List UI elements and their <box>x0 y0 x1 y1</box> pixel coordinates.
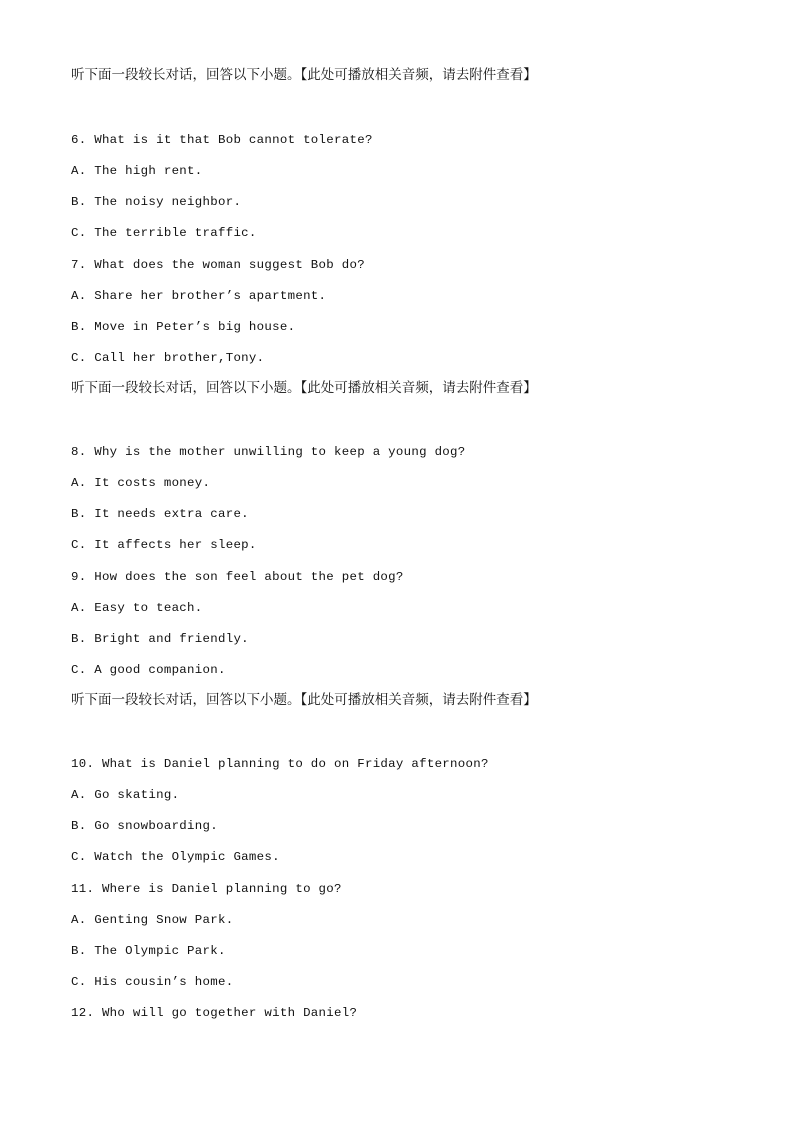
question-8-stem: 8. Why is the mother unwilling to keep a young dog? <box>71 445 466 459</box>
question-11-option-a: A. Genting Snow Park. <box>71 913 234 927</box>
question-8-option-b: B. It needs extra care. <box>71 507 249 521</box>
question-8-option-c: C. It affects her sleep. <box>71 538 257 552</box>
question-9-option-c: C. A good companion. <box>71 663 226 677</box>
question-9-stem: 9. How does the son feel about the pet dog? <box>71 570 404 584</box>
listening-instruction-1: 听下面一段较长对话，回答以下小题。【此处可播放相关音频，请去附件查看】 <box>71 67 537 83</box>
question-10-stem: 10. What is Daniel planning to do on Friday afternoon? <box>71 757 489 771</box>
question-6-option-b: B. The noisy neighbor. <box>71 195 242 209</box>
question-11-option-c: C. His cousin’s home. <box>71 975 234 989</box>
question-7-option-a: A. Share her brother’s apartment. <box>71 289 327 303</box>
question-6-option-c: C. The terrible traffic. <box>71 226 257 240</box>
question-9-option-b: B. Bright and friendly. <box>71 632 249 646</box>
question-7-option-c: C. Call her brother,Tony. <box>71 351 265 365</box>
question-9-option-a: A. Easy to teach. <box>71 601 203 615</box>
question-6-stem: 6. What is it that Bob cannot tolerate? <box>71 133 373 147</box>
question-8-option-a: A. It costs money. <box>71 476 211 490</box>
question-7-stem: 7. What does the woman suggest Bob do? <box>71 258 365 272</box>
question-6-option-a: A. The high rent. <box>71 164 203 178</box>
question-12-stem: 12. Who will go together with Daniel? <box>71 1006 358 1020</box>
listening-instruction-2: 听下面一段较长对话，回答以下小题。【此处可播放相关音频，请去附件查看】 <box>71 380 537 396</box>
question-10-option-a: A. Go skating. <box>71 788 180 802</box>
question-7-option-b: B. Move in Peter’s big house. <box>71 320 296 334</box>
listening-instruction-3: 听下面一段较长对话，回答以下小题。【此处可播放相关音频，请去附件查看】 <box>71 692 537 708</box>
question-11-stem: 11. Where is Daniel planning to go? <box>71 882 342 896</box>
question-10-option-b: B. Go snowboarding. <box>71 819 218 833</box>
question-11-option-b: B. The Olympic Park. <box>71 944 226 958</box>
question-10-option-c: C. Watch the Olympic Games. <box>71 850 280 864</box>
